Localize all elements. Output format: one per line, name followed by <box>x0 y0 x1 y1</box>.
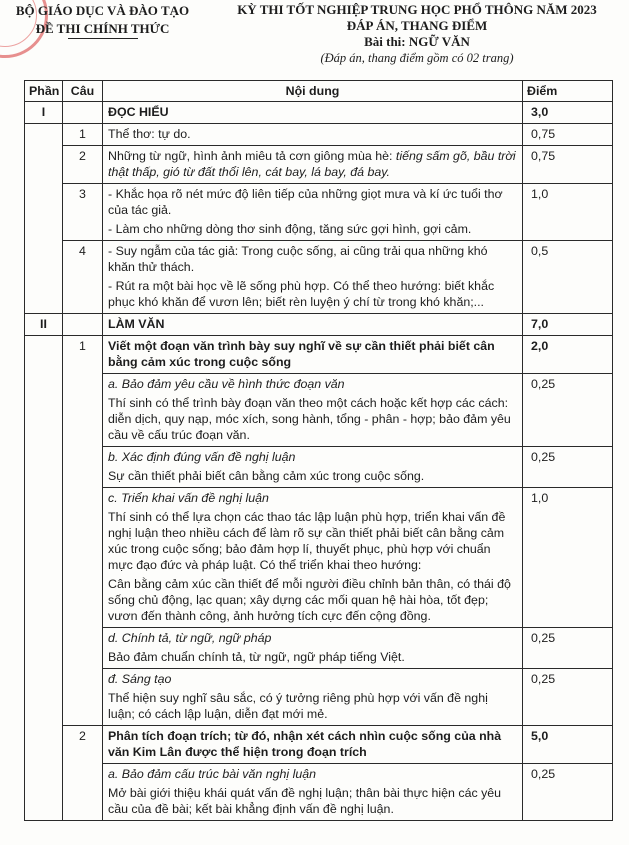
col-header-cau: Câu <box>63 81 103 102</box>
table-row <box>25 146 613 184</box>
answer-point: - Suy ngẫm của tác giả: Trong cuộc sống, ai cũng trải qua những khó khăn thử thách. <box>108 244 488 274</box>
score-value: 1,0 <box>523 488 613 628</box>
ministry-name: BỘ GIÁO DỤC VÀ ĐÀO TẠO <box>15 3 190 18</box>
table-row <box>25 374 613 447</box>
table-row <box>25 184 613 241</box>
answer-text <box>103 146 523 184</box>
criterion-text: Bảo đảm chuẩn chính tả, từ ngữ, ngữ pháp tiếng Việt. <box>108 650 405 664</box>
subject-title: Bài thi: NGỮ VĂN <box>364 34 470 49</box>
criterion <box>103 669 523 726</box>
criterion-label: đ. Sáng tạo <box>108 672 172 686</box>
criterion <box>103 447 523 488</box>
table-row <box>25 726 613 764</box>
score-value: 0,25 <box>523 764 613 821</box>
answer-point: - Làm cho những dòng thơ sinh động, tăng sức gợi hình, gợi cảm. <box>108 222 472 236</box>
answer-key-title: ĐÁP ÁN, THANG ĐIỂM <box>346 18 488 33</box>
score-value: 0,75 <box>523 124 613 146</box>
criterion-label: b. Xác định đúng vấn đề nghị luận <box>108 450 296 464</box>
answer-key-table <box>24 80 613 821</box>
table-row <box>25 628 613 669</box>
question-number: 2 <box>63 146 103 184</box>
table-row <box>25 764 613 821</box>
exam-official-label: ĐỀ THI CHÍNH THỨC <box>35 21 170 36</box>
criterion <box>103 764 523 821</box>
criterion-text: Thí sinh có thể trình bày đoạn văn theo một cách hoặc kết hợp các cách: diễn dịch, quy nạp, móc xích, song hành, tổng - phân - hợp; bảo đảm yêu cầu về cấu trúc đoạn văn. <box>108 396 511 442</box>
answer-text <box>103 241 523 314</box>
criterion <box>103 488 523 628</box>
answer-text-lead: Những từ ngữ, hình ảnh miêu tả cơn giông mùa hè: <box>108 149 396 163</box>
table-header-row <box>25 81 613 102</box>
criterion-label: c. Triển khai vấn đề nghị luận <box>108 491 269 505</box>
table-row <box>25 669 613 726</box>
score-value: 0,5 <box>523 241 613 314</box>
section-title: ĐỌC HIỂU <box>103 102 523 124</box>
score-value: 0,25 <box>523 447 613 488</box>
page-count-note: (Đáp án, thang điểm gồm có 02 trang) <box>320 51 514 65</box>
question-number: 2 <box>63 726 103 821</box>
score-value: 0,75 <box>523 146 613 184</box>
criterion-text: Thể hiện suy nghĩ sâu sắc, có ý tưởng riêng phù hợp với vấn đề nghị luận; có cách lập luận, diễn đạt mới mẻ. <box>108 691 488 721</box>
criterion-text: Thí sinh có thể lựa chọn các thao tác lập luận phù hợp, triển khai vấn đề nghị luận theo nhiều cách để làm rõ sự cần thiết phải biết cân bằng cảm xúc trong cuộc sống; bảo đảm hợp lí, thuyết phục, phù hợp với chuẩn mực đạo đức và pháp luật. Có thể triển khai theo hướng: <box>108 510 506 572</box>
exam-title: KỲ THI TỐT NGHIỆP TRUNG HỌC PHỔ THÔNG NĂM 2023 <box>237 2 597 17</box>
col-header-diem: Điểm <box>523 81 613 102</box>
section-score: 7,0 <box>523 314 613 336</box>
criterion-text: Mở bài giới thiệu khái quát vấn đề nghị luận; thân bài thực hiện các yêu cầu của đề bài; kết bài khẳng định vấn đề nghị luận. <box>108 786 502 816</box>
section-row-reading <box>25 102 613 124</box>
answer-point: - Rút ra một bài học về lẽ sống phù hợp. Có thể theo hướng: biết khắc phục khó khăn để vươn lên; biết rèn luyện ý chí từ trong khó khăn;... <box>108 279 495 309</box>
criterion-label: a. Bảo đảm yêu cầu về hình thức đoạn văn <box>108 377 345 391</box>
question-number: 1 <box>63 336 103 726</box>
criterion-label: d. Chính tả, từ ngữ, ngữ pháp <box>108 631 272 645</box>
score-value: 0,25 <box>523 669 613 726</box>
col-header-noidung: Nội dung <box>103 81 523 102</box>
section-title: LÀM VĂN <box>103 314 523 336</box>
table-row <box>25 124 613 146</box>
header-exam <box>205 2 629 66</box>
criterion-text: Sự cần thiết phải biết cân bằng cảm xúc trong cuộc sống. <box>108 469 425 483</box>
score-value: 0,25 <box>523 628 613 669</box>
criterion-label: a. Bảo đảm cấu trúc bài văn nghị luận <box>108 767 317 781</box>
section-number: II <box>25 314 63 336</box>
section-number: I <box>25 102 63 124</box>
answer-text: Thể thơ: tự do. <box>103 124 523 146</box>
score-value: 5,0 <box>523 726 613 764</box>
table-row <box>25 447 613 488</box>
criterion <box>103 628 523 669</box>
table-row <box>25 488 613 628</box>
score-value: 0,25 <box>523 374 613 447</box>
col-header-phan: Phần <box>25 81 63 102</box>
score-value: 1,0 <box>523 184 613 241</box>
question-number: 1 <box>63 124 103 146</box>
section-score: 3,0 <box>523 102 613 124</box>
header-divider <box>68 38 138 39</box>
section-row-writing <box>25 314 613 336</box>
table-row <box>25 336 613 374</box>
answer-point: - Khắc họa rõ nét mức độ liên tiếp của những giọt mưa và kí ức tuổi thơ của tác giả. <box>108 187 503 217</box>
answer-text <box>103 184 523 241</box>
header-ministry <box>0 2 205 39</box>
score-value: 2,0 <box>523 336 613 374</box>
table-row <box>25 241 613 314</box>
question-number: 4 <box>63 241 103 314</box>
question-title: Viết một đoạn văn trình bày suy nghĩ về sự cần thiết phải biết cân bằng cảm xúc trong cuộc sống <box>103 336 523 374</box>
criterion-text: Cân bằng cảm xúc cần thiết để mỗi người điều chỉnh bản thân, có thái độ sống chủ động, lạc quan; xây dựng các mối quan hệ hài hòa, tốt đẹp; vươn đến thành công, ảnh hưởng tích cực đến cộng đồng. <box>108 577 511 623</box>
question-title: Phân tích đoạn trích; từ đó, nhận xét cách nhìn cuộc sống của nhà văn Kim Lân được thể hiện trong đoạn trích <box>103 726 523 764</box>
answer-text-quote: tiếng sấm gõ, bầu trời thật thấp, gió từ đất thổi lên, cát bay, lá bay, đá bay. <box>108 149 516 179</box>
question-number: 3 <box>63 184 103 241</box>
criterion <box>103 374 523 447</box>
